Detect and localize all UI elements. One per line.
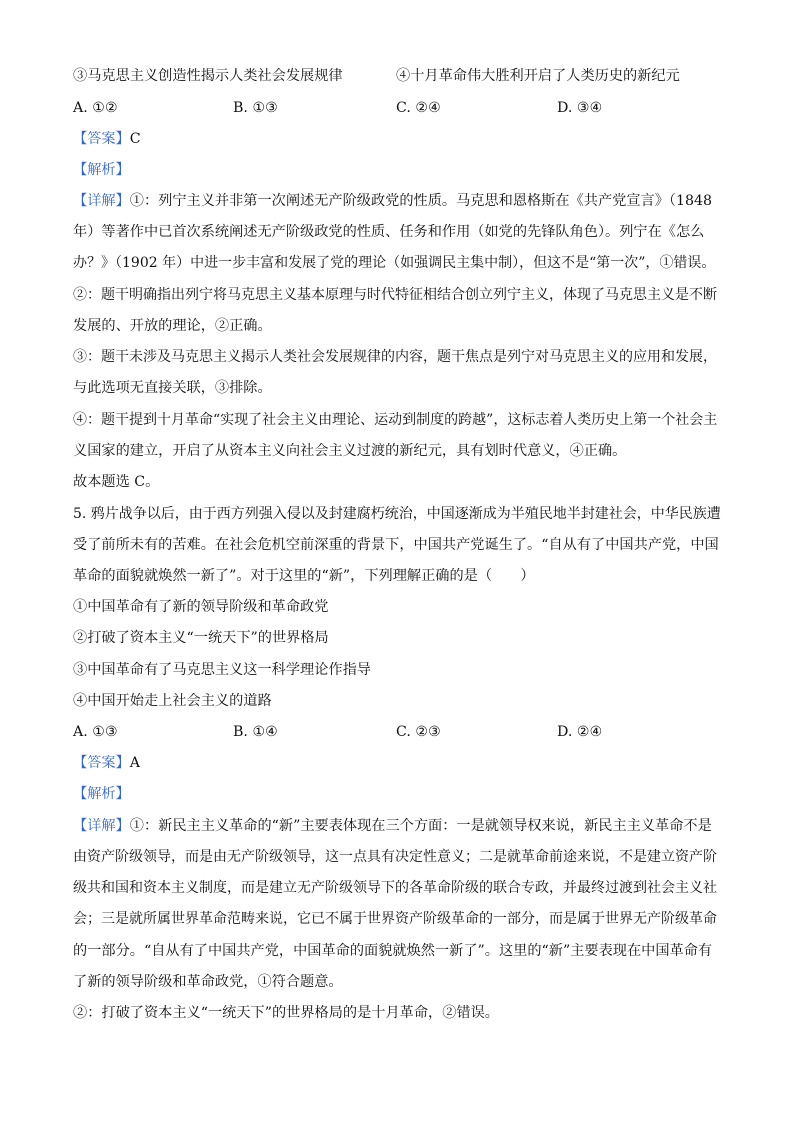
q5-statement-3: ③中国革命有了马克思主义这一科学理论作指导 <box>73 662 371 678</box>
q5-detail-line-4: 会；三是就所属世界革命范畴来说，它已不属于世界资产阶级革命的一部分，而是属于世界无产阶级革命 <box>73 911 717 927</box>
q4-option-c: C. ②④ <box>396 100 441 116</box>
q5-option-a: A. ①③ <box>73 724 118 740</box>
q4-statement-3: ③马克思主义创造性揭示人类社会发展规律 <box>73 68 343 84</box>
q5-detail-line-3: 级共和国和资本主义制度，而是建立无产阶级领导下的各革命阶级的联合专政，并最终过渡到社会主义社 <box>73 880 717 896</box>
q4-detail-line-3: 办？》（1902 年）中进一步丰富和发展了党的理论（如强调民主集中制），但这不是“第一次”，①错误。 <box>73 255 716 271</box>
q4-option-a: A. ①② <box>73 100 118 116</box>
q4-detail-line-5: 发展的、开放的理论，②正确。 <box>73 318 272 334</box>
q5-option-b: B. ①④ <box>233 724 278 740</box>
q5-options-row <box>73 722 723 742</box>
q4-statement-4: ④十月革命伟大胜利开启了人类历史的新纪元 <box>396 68 680 84</box>
q5-analysis-tag: 【解析】 <box>73 786 130 802</box>
q5-detail-line-6: 了新的领导阶级和革命政党，①符合题意。 <box>73 974 343 990</box>
q5-detail-tag: 【详解】 <box>73 818 130 834</box>
q5-statement-4: ④中国开始走上社会主义的道路 <box>73 693 272 709</box>
q4-detail-line-4: ②：题干明确指出列宁将马克思主义基本原理与时代特征相结合创立列宁主义，体现了马克思主义是不断 <box>73 287 717 303</box>
q5-answer <box>73 753 723 773</box>
q4-option-d: D. ③④ <box>557 100 603 116</box>
q5-stem-line-1: 5. 鸦片战争以后，由于西方列强入侵以及封建腐朽统治，中国逐渐成为半殖民地半封建社会，中华民族遭 <box>73 506 721 522</box>
q4-detail-line-9: 义国家的建立，开启了从资本主义向社会主义过渡的新纪元，具有划时代意义，④正确。 <box>73 443 627 459</box>
q4-detail-line-6: ③：题干未涉及马克思主义揭示人类社会发展规律的内容，题干焦点是列宁对马克思主义的应用和发展， <box>73 349 717 365</box>
q5-option-d: D. ②④ <box>557 724 603 740</box>
q5-answer-tag: 【答案】 <box>73 755 130 771</box>
q5-detail-line-2: 由资产阶级领导，而是由无产阶级领导，这一点具有决定性意义；二是就革命前途来说，不是建立资产阶 <box>73 849 717 865</box>
q5-stem-line-2: 受了前所未有的苦难。在社会危机空前深重的背景下，中国共产党诞生了。“自从有了中国共产党，中国 <box>73 537 719 553</box>
q5-detail-line-1: 【详解】①：新民主主义革命的“新”主要表体现在三个方面：一是就领导权来说，新民主主义革命不是 <box>73 818 712 834</box>
q4-conclusion: 故本题选 C。 <box>73 474 160 490</box>
q4-detail-line-7: 与此选项无直接关联，③排除。 <box>73 380 272 396</box>
q5-answer-value: A <box>129 755 141 771</box>
q4-statements-row <box>73 66 723 86</box>
q4-answer-tag: 【答案】 <box>73 131 130 147</box>
q5-option-c: C. ②③ <box>396 724 441 740</box>
q5-stem-line-3: 革命的面貌就焕然一新了”。对于这里的“新”，下列理解正确的是（ ） <box>73 568 535 584</box>
q4-detail-line-8: ④：题干提到十月革命“实现了社会主义由理论、运动到制度的跨越”，这标志着人类历史上第一个社会主 <box>73 412 718 428</box>
q5-detail-line-7: ②：打破了资本主义“一统天下”的世界格局的是十月革命，②错误。 <box>73 1005 499 1021</box>
q5-statement-1: ①中国革命有了新的领导阶级和革命政党 <box>73 599 329 615</box>
q4-option-b: B. ①③ <box>233 100 278 116</box>
q4-answer-value: C <box>129 131 141 147</box>
q4-detail-line-2: 年）等著作中已首次系统阐述无产阶级政党的性质、任务和作用（如党的先锋队角色）。列宁在《怎么 <box>73 224 705 240</box>
q5-statement-2: ②打破了资本主义“一统天下”的世界格局 <box>73 630 329 646</box>
q4-detail-line-1: 【详解】①：列宁主义并非第一次阐述无产阶级政党的性质。马克思和恩格斯在《共产党宣言》（1848 <box>73 193 713 209</box>
q4-detail-tag: 【详解】 <box>73 193 130 209</box>
q4-answer <box>73 129 723 149</box>
q4-analysis-tag: 【解析】 <box>73 162 130 178</box>
q5-detail-line-5: 的一部分。“自从有了中国共产党，中国革命的面貌就焕然一新了”。这里的“新”主要表现在中国革命有 <box>73 943 713 959</box>
q4-options-row <box>73 98 723 118</box>
